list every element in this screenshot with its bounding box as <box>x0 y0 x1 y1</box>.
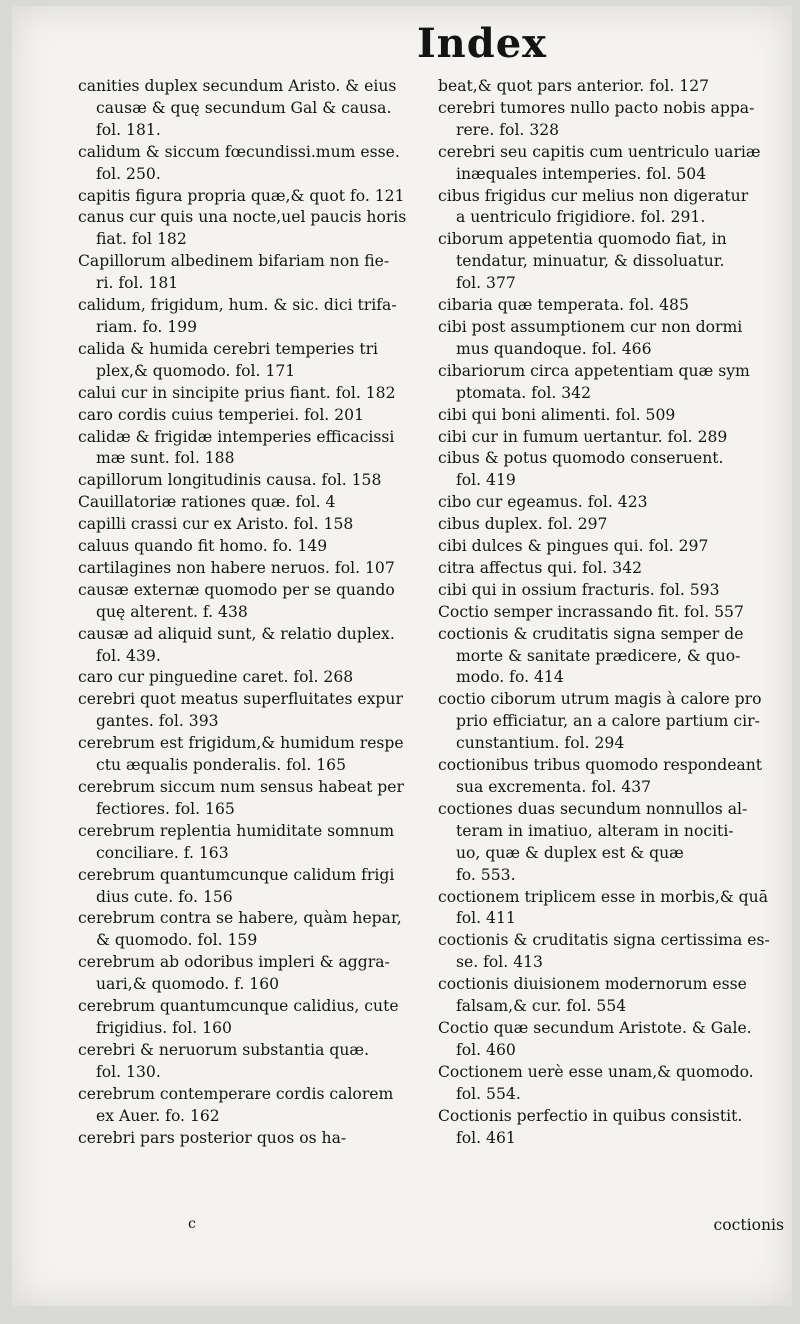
index-entry <box>78 1040 430 1084</box>
entry-line: Cauillatoriæ rationes quæ. fol. 4 <box>78 493 336 512</box>
index-entry <box>438 76 778 98</box>
entry-line: cerebrum est frigidum,& humidum respe <box>78 734 404 753</box>
index-entry <box>78 405 430 427</box>
entry-line: cerebrum contemperare cordis calorem <box>78 1084 394 1103</box>
entry-continuation: modo. fo. 414 <box>456 668 564 687</box>
entry-continuation: se. fol. 413 <box>456 953 543 972</box>
index-entry <box>438 98 778 142</box>
entry-line: cibus frigidus cur melius non digeratur <box>438 186 749 205</box>
index-entry <box>78 536 430 558</box>
entry-line: calidum, frigidum, hum. & sic. dici trifa- <box>78 296 397 315</box>
entry-line: cerebrum siccum num sensus habeat per <box>78 778 404 796</box>
index-entry <box>78 295 430 339</box>
entry-continuation: & quomodo. fol. 159 <box>96 931 258 950</box>
entry-line: calui cur in sincipite prius fiant. fol. 182 <box>78 383 396 402</box>
index-entry <box>78 1128 430 1150</box>
entry-line: coctionis diuisionem modernorum esse <box>438 975 747 994</box>
entry-continuation: ptomata. fol. 342 <box>456 383 592 402</box>
entry-continuation: fo. 553. <box>456 865 516 884</box>
entry-continuation: riam. fo. 199 <box>96 317 198 336</box>
entry-continuation: cunstantium. fol. 294 <box>456 734 625 753</box>
entry-continuation: causæ & quę secundum Gal & causa. <box>96 98 392 117</box>
entry-line: cerebri & neruorum substantia quæ. <box>78 1040 370 1059</box>
entry-continuation: fol. 460 <box>456 1040 516 1059</box>
index-entry <box>438 448 778 492</box>
entry-line: cibaria quæ temperata. fol. 485 <box>438 296 689 315</box>
index-entry <box>78 76 430 142</box>
entry-continuation: a uentriculo frigidiore. fol. 291. <box>456 208 706 227</box>
entry-continuation: uo, quæ & duplex est & quæ <box>456 843 684 862</box>
index-entry <box>438 295 778 317</box>
entry-line: coctionem triplicem esse in morbis,& quā <box>438 887 769 906</box>
index-entry <box>438 1062 778 1106</box>
index-entry <box>78 251 430 295</box>
index-entry <box>438 755 778 799</box>
index-entry <box>438 229 778 295</box>
entry-continuation: quę alterent. f. 438 <box>96 602 248 621</box>
index-entry <box>78 952 430 996</box>
entry-line: capilli crassi cur ex Aristo. fol. 158 <box>78 515 354 534</box>
index-entry <box>438 536 778 558</box>
entry-line: capitis figura propria quæ,& quot fo. 121 <box>78 186 405 205</box>
entry-continuation: plex,& quomodo. fol. 171 <box>96 361 296 380</box>
index-entry <box>78 667 430 689</box>
index-entry <box>78 470 430 492</box>
entry-continuation: inæquales intemperies. fol. 504 <box>456 164 707 183</box>
index-entry <box>78 186 430 208</box>
catchword: coctionis <box>713 1216 784 1234</box>
entry-line: cartilagines non habere neruos. fol. 107 <box>78 558 395 577</box>
entry-line: coctionis & cruditatis signa certissima es- <box>438 931 770 950</box>
entry-line: cibo cur egeamus. fol. 423 <box>438 493 648 512</box>
entry-continuation: mæ sunt. fol. 188 <box>96 449 235 468</box>
index-entry <box>438 405 778 427</box>
index-entry <box>78 996 430 1040</box>
entry-line: cibi cur in fumum uertantur. fol. 289 <box>438 427 728 446</box>
entry-line: Coctio quæ secundum Aristote. & Gale. <box>438 1018 752 1037</box>
index-entry <box>78 865 430 909</box>
entry-continuation: fol. 411 <box>456 909 516 928</box>
index-entry <box>78 514 430 536</box>
entry-line: cerebri quot meatus superfluitates expur <box>78 690 403 709</box>
index-entry <box>78 558 430 580</box>
entry-continuation: dius cute. fo. 156 <box>96 887 233 906</box>
index-entry <box>438 580 778 602</box>
index-entry <box>438 1106 778 1150</box>
entry-line: calidæ & frigidæ intemperies efficacissi <box>78 427 395 446</box>
entry-line: cerebri pars posterior quos os ha- <box>78 1128 347 1147</box>
index-entry <box>438 427 778 449</box>
entry-line: Coctio semper incrassando fit. fol. 557 <box>438 602 744 621</box>
entry-continuation: tendatur, minuatur, & dissoluatur. <box>456 252 725 271</box>
entry-line: cibariorum circa appetentiam quæ sym <box>438 361 750 380</box>
entry-continuation: uari,& quomodo. f. 160 <box>96 975 280 994</box>
index-entry <box>438 602 778 624</box>
entry-line: ciborum appetentia quomodo fiat, in <box>438 230 727 249</box>
entry-line: cibi qui in ossium fracturis. fol. 593 <box>438 580 720 599</box>
entry-line: cibus & potus quomodo conseruent. <box>438 449 724 468</box>
index-entry <box>438 558 778 580</box>
entry-line: causæ ad aliquid sunt, & relatio duplex. <box>78 624 395 643</box>
entry-continuation: ctu æqualis ponderalis. fol. 165 <box>96 756 347 775</box>
entry-line: beat,& quot pars anterior. fol. 127 <box>438 77 710 95</box>
index-entry <box>78 383 430 405</box>
entry-line: cerebri seu capitis cum uentriculo uariæ <box>438 142 761 161</box>
entry-continuation: frigidius. fol. 160 <box>96 1018 232 1037</box>
entry-line: coctionibus tribus quomodo respondeant <box>438 756 763 775</box>
index-entry <box>78 207 430 251</box>
index-entry <box>78 339 430 383</box>
index-entry <box>438 317 778 361</box>
entry-line: Capillorum albedinem bifariam non fie- <box>78 252 390 271</box>
entry-continuation: fol. 181. <box>96 120 161 139</box>
index-entry <box>78 689 430 733</box>
entry-line: cibi dulces & pingues qui. fol. 297 <box>438 537 709 556</box>
index-column-left <box>78 76 430 1149</box>
index-entry <box>78 908 430 952</box>
index-entry <box>438 689 778 755</box>
entry-line: causæ externæ quomodo per se quando <box>78 580 395 599</box>
entry-continuation: fol. 377 <box>456 274 516 293</box>
entry-line: cerebrum ab odoribus impleri & aggra- <box>78 953 390 972</box>
index-entry <box>438 930 778 974</box>
index-entry <box>78 777 430 821</box>
entry-continuation: fol. 554. <box>456 1084 521 1103</box>
entry-continuation: prio efficiatur, an a calore partium cir- <box>456 712 760 731</box>
entry-line: canus cur quis una nocte,uel paucis horis <box>78 208 407 227</box>
entry-line: Coctionem uerè esse unam,& quomodo. <box>438 1062 754 1081</box>
page-footer <box>12 1216 792 1238</box>
index-entry <box>78 492 430 514</box>
entry-continuation: fectiores. fol. 165 <box>96 799 235 818</box>
entry-line: coctio ciborum utrum magis à calore pro <box>438 690 762 709</box>
entry-continuation: fol. 439. <box>96 646 161 665</box>
entry-line: capillorum longitudinis causa. fol. 158 <box>78 471 382 490</box>
index-page <box>12 6 792 1306</box>
entry-line: calida & humida cerebri temperies tri <box>78 339 379 358</box>
entry-line: cerebrum replentia humiditate somnum <box>78 821 395 840</box>
index-entry <box>78 1084 430 1128</box>
entry-line: coctionis & cruditatis signa semper de <box>438 624 744 643</box>
index-entry <box>78 821 430 865</box>
index-entry <box>438 887 778 931</box>
entry-continuation: gantes. fol. 393 <box>96 712 219 731</box>
entry-continuation: fol. 461 <box>456 1128 516 1147</box>
index-entry <box>438 361 778 405</box>
entry-line: cerebrum quantumcunque calidum frigi <box>78 865 395 884</box>
entry-line: cibus duplex. fol. 297 <box>438 515 608 534</box>
index-entry <box>78 733 430 777</box>
entry-continuation: teram in imatiuo, alteram in nociti- <box>456 821 734 840</box>
entry-line: caluus quando fit homo. fo. 149 <box>78 537 328 556</box>
index-entry <box>78 580 430 624</box>
index-entry <box>78 142 430 186</box>
entry-continuation: falsam,& cur. fol. 554 <box>456 997 627 1016</box>
entry-line: cerebrum quantumcunque calidius, cute <box>78 997 399 1016</box>
entry-continuation: mus quandoque. fol. 466 <box>456 339 652 358</box>
entry-line: caro cur pinguedine caret. fol. 268 <box>78 668 354 687</box>
index-entry <box>438 492 778 514</box>
index-entry <box>438 514 778 536</box>
entry-continuation: sua excrementa. fol. 437 <box>456 778 652 796</box>
entry-continuation: ri. fol. 181 <box>96 274 179 293</box>
entry-line: Coctionis perfectio in quibus consistit. <box>438 1106 743 1125</box>
entry-continuation: fol. 250. <box>96 164 161 183</box>
signature-mark: c <box>188 1216 196 1232</box>
index-entry <box>438 799 778 887</box>
index-entry <box>78 624 430 668</box>
entry-line: cerebrum contra se habere, quàm hepar, <box>78 909 402 928</box>
entry-continuation: fol. 419 <box>456 471 516 490</box>
index-entry <box>438 624 778 690</box>
entry-line: cerebri tumores nullo pacto nobis appa- <box>438 98 755 117</box>
index-entry <box>438 142 778 186</box>
index-entry <box>438 1018 778 1062</box>
entry-continuation: rere. fol. 328 <box>456 120 560 139</box>
entry-line: canities duplex secundum Aristo. & eius <box>78 77 397 95</box>
index-entry <box>78 427 430 471</box>
entry-continuation: ex Auer. fo. 162 <box>96 1106 220 1125</box>
entry-line: coctiones duas secundum nonnullos al- <box>438 799 748 818</box>
entry-line: caro cordis cuius temperiei. fol. 201 <box>78 405 364 424</box>
entry-continuation: fiat. fol 182 <box>96 230 187 249</box>
entry-continuation: fol. 130. <box>96 1062 161 1081</box>
index-entry <box>438 186 778 230</box>
entry-line: calidum & siccum fœcundissi.mum esse. <box>78 142 400 161</box>
index-entry <box>438 974 778 1018</box>
entry-continuation: morte & sanitate prædicere, & quo- <box>456 646 741 665</box>
page-title: Index <box>416 20 548 67</box>
entry-continuation: conciliare. f. 163 <box>96 843 229 862</box>
entry-line: cibi qui boni alimenti. fol. 509 <box>438 405 676 424</box>
entry-line: cibi post assumptionem cur non dormi <box>438 317 743 336</box>
index-column-right <box>438 76 778 1149</box>
entry-line: citra affectus qui. fol. 342 <box>438 558 643 577</box>
